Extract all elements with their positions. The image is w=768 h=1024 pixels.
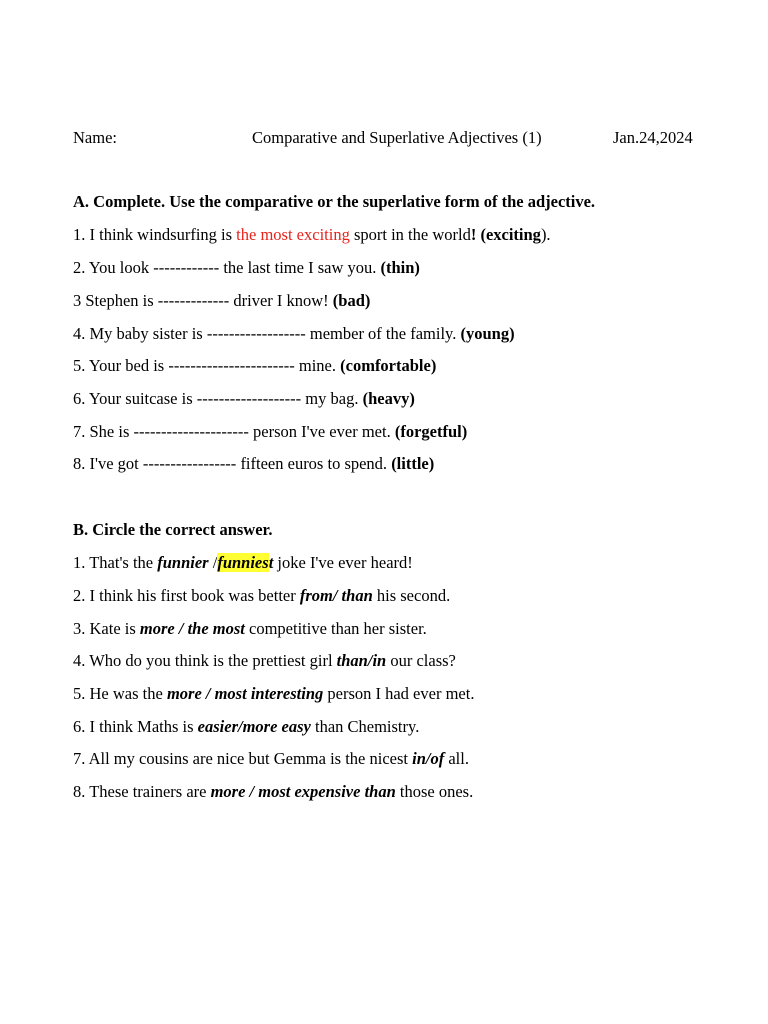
- section-b-heading: B. Circle the correct answer.: [73, 520, 273, 539]
- item-text: those ones.: [395, 782, 474, 801]
- item-text: sport in the world: [349, 225, 471, 244]
- section-b-item-1: [73, 552, 413, 574]
- item-text: 7. All my cousins are nice but Gemma is the nicest: [73, 749, 413, 768]
- item-text: fifteen euros to spend.: [236, 454, 392, 473]
- item-text: 5. Your bed is: [73, 356, 169, 375]
- choice-option-b-tail: t: [268, 553, 274, 572]
- answer-blank: ---------------------: [133, 422, 249, 441]
- worksheet-header: [73, 128, 713, 150]
- section-a-item-6: [73, 388, 415, 410]
- adjective-hint: (little): [391, 454, 435, 473]
- item-text: 3. Kate is: [73, 619, 140, 638]
- item-text: 4. Who do you think is the prettiest girl: [73, 651, 337, 670]
- worksheet-title: Comparative and Superlative Adjectives (1): [252, 128, 542, 147]
- section-a-item-3: [73, 290, 370, 312]
- choice-option-a: funnier: [157, 553, 209, 572]
- worksheet-date: Jan.24,2024: [613, 128, 693, 147]
- item-text: 2. I think his first book was better: [73, 586, 300, 605]
- item-text: 7. She is: [73, 422, 134, 441]
- choice-options: more / most interesting: [166, 684, 324, 703]
- section-b-item-6: [73, 716, 419, 738]
- section-a-item-4: [73, 323, 515, 345]
- adjective-hint: (heavy): [362, 389, 415, 408]
- adjective-hint: (thin): [380, 258, 420, 277]
- choice-options: in/of: [412, 749, 445, 768]
- choice-option-b-highlighted: funnies: [217, 553, 269, 572]
- adjective-hint: (bad): [332, 291, 371, 310]
- section-b-item-4: [73, 650, 456, 672]
- section-a-item-2: [73, 257, 420, 279]
- section-a-item-5: [73, 355, 436, 377]
- adjective-hint: (forgetful): [394, 422, 468, 441]
- answer-blank: -------------------: [196, 389, 302, 408]
- choice-options: more / most expensive than: [210, 782, 396, 801]
- answer-blank: ------------: [153, 258, 220, 277]
- item-text: than Chemistry.: [310, 717, 420, 736]
- answer-blank: ------------------: [206, 324, 306, 343]
- item-text: 5. He was the: [73, 684, 167, 703]
- item-text: driver I know!: [229, 291, 333, 310]
- answer-text: the most exciting: [236, 225, 350, 244]
- item-text: ).: [540, 225, 551, 244]
- section-a-heading: A. Complete. Use the comparative or the superlative form of the adjective.: [73, 192, 596, 211]
- item-text: 3 Stephen is: [73, 291, 158, 310]
- item-text: competitive than her sister.: [244, 619, 427, 638]
- choice-separator: /: [208, 553, 218, 572]
- item-text: the last time I saw you.: [219, 258, 381, 277]
- item-text: 2. You look: [73, 258, 154, 277]
- section-b-item-3: [73, 618, 427, 640]
- item-text: all.: [444, 749, 469, 768]
- adjective-hint: (comfortable): [340, 356, 437, 375]
- item-text: 8. I've got: [73, 454, 143, 473]
- item-text: 1. I think windsurfing is: [73, 225, 237, 244]
- answer-blank: -------------: [157, 291, 230, 310]
- choice-options: more / the most: [139, 619, 245, 638]
- item-text: my bag.: [301, 389, 363, 408]
- item-text: 1. That's the: [73, 553, 158, 572]
- section-a-item-7: [73, 421, 467, 443]
- name-label: Name:: [73, 128, 117, 147]
- section-b-item-5: [73, 683, 474, 705]
- item-text: person I had ever met.: [323, 684, 475, 703]
- choice-options: easier/more easy: [197, 717, 311, 736]
- adjective-hint: (young): [460, 324, 515, 343]
- choice-options: from/ than: [299, 586, 373, 605]
- item-text: his second.: [372, 586, 451, 605]
- section-b-item-7: [73, 748, 469, 770]
- item-text: 6. Your suitcase is: [73, 389, 197, 408]
- adjective-hint: (exciting: [480, 225, 541, 244]
- item-text: our class?: [386, 651, 456, 670]
- item-text: person I've ever met.: [248, 422, 395, 441]
- section-b-item-2: [73, 585, 450, 607]
- answer-blank: -----------------: [142, 454, 237, 473]
- section-a-item-8: [73, 453, 434, 475]
- section-b-item-8: [73, 781, 473, 803]
- item-text: mine.: [294, 356, 341, 375]
- exclamation: !: [470, 225, 477, 244]
- choice-options: than/in: [336, 651, 387, 670]
- item-text: 8. These trainers are: [73, 782, 211, 801]
- answer-blank: -----------------------: [168, 356, 295, 375]
- section-a-item-1: [73, 224, 551, 246]
- item-text: joke I've ever heard!: [273, 553, 413, 572]
- item-text: 6. I think Maths is: [73, 717, 198, 736]
- item-text: member of the family.: [305, 324, 461, 343]
- item-text: 4. My baby sister is: [73, 324, 207, 343]
